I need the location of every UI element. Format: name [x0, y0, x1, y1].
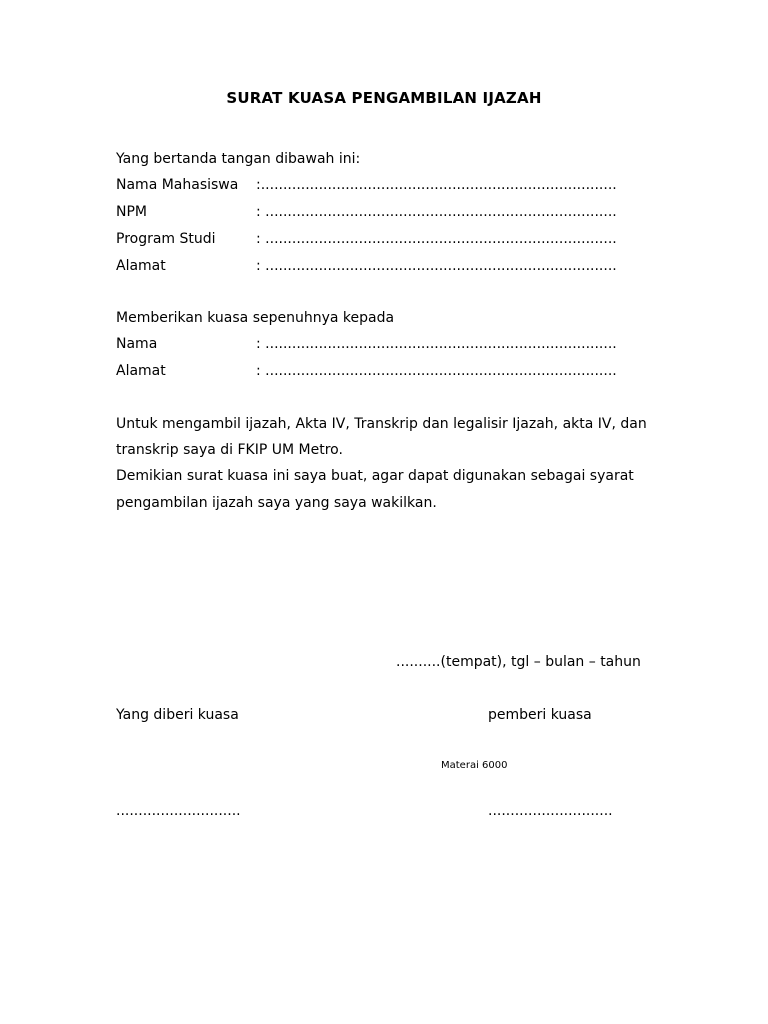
field-blank-nama: : ............................................................................... [256, 336, 617, 352]
field-blank-npm: : ............................................................................... [256, 204, 617, 220]
signature-line-right: ............................ [488, 803, 613, 819]
field-blank-alamat: : ............................................................................... [256, 258, 617, 274]
field-label-alamat: Alamat [116, 258, 166, 274]
field-label-nama-mahasiswa: Nama Mahasiswa [116, 177, 239, 193]
field-label-npm: NPM [116, 204, 147, 220]
intro-text: Yang bertanda tangan dibawah ini: [116, 151, 361, 167]
field-label-alamat-penerima: Alamat [116, 363, 166, 379]
signature-label-left: Yang diberi kuasa [116, 707, 239, 723]
field-label-program-studi: Program Studi [116, 231, 216, 247]
field-blank-nama-mahasiswa: :................................................................................ [256, 177, 617, 193]
body-line: Demikian surat kuasa ini saya buat, agar dapat digunakan sebagai syarat [116, 468, 634, 484]
grant-intro-text: Memberikan kuasa sepenuhnya kepada [116, 310, 395, 326]
field-label-nama: Nama [116, 336, 158, 352]
signature-label-right: pemberi kuasa [488, 707, 592, 723]
body-line: transkrip saya di FKIP UM Metro. [116, 442, 343, 458]
place-date: ..........(tempat), tgl – bulan – tahun [396, 654, 641, 670]
body-line: pengambilan ijazah saya yang saya wakilkan. [116, 495, 437, 511]
signature-line-left: ............................ [116, 803, 241, 819]
stamp-note: Materai 6000 [441, 760, 508, 771]
body-line: Untuk mengambil ijazah, Akta IV, Transkrip dan legalisir Ijazah, akta IV, dan [116, 416, 647, 432]
document-title: SURAT KUASA PENGAMBILAN IJAZAH [226, 89, 542, 107]
field-blank-alamat-penerima: : ............................................................................... [256, 363, 617, 379]
field-blank-program-studi: : ............................................................................... [256, 231, 617, 247]
